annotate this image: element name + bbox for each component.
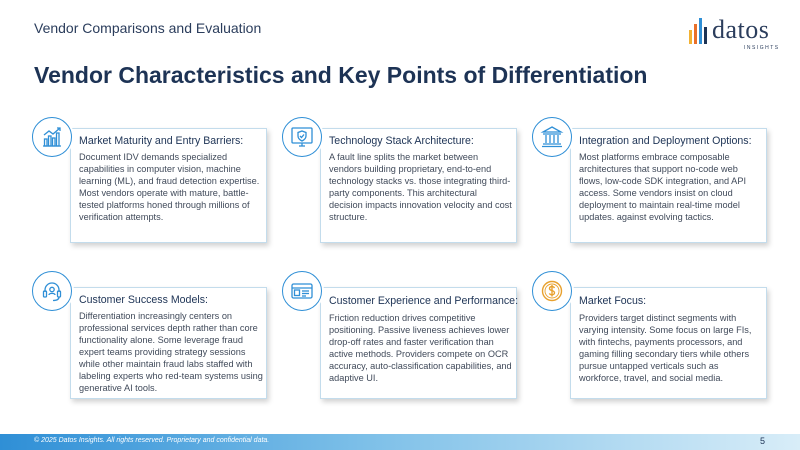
- bar-chart-icon: [32, 117, 72, 157]
- logo-bars-icon: [688, 16, 710, 46]
- page-number: 5: [760, 436, 766, 446]
- card-title: Customer Success Models:: [79, 294, 208, 306]
- card-title: Integration and Deployment Options:: [579, 135, 752, 147]
- card-market-focus: [570, 287, 767, 399]
- bank-icon: [532, 117, 572, 157]
- card-body: Differentiation increasingly centers on professional services depth rather than core functionality alone. Some leverage fraud expert teams providing strategy sessions while other maintain fraud labs staffed with labeling experts who red-team systems using generative AI tools.: [79, 311, 263, 393]
- page-title: Vendor Characteristics and Key Points of Differentiation: [34, 62, 648, 88]
- card-title: Customer Experience and Performance:: [329, 295, 519, 307]
- card-integration-deployment: [570, 128, 767, 243]
- headset-icon: [32, 271, 72, 311]
- logo-wordmark: datos: [712, 15, 770, 44]
- card-body: Friction reduction drives competitive positioning. Passive liveness achieves lower drop-off rates and faster verification than active methods. Providers compete on OCR accuracy, auto-classification capabilities, and adaptive UI.: [329, 313, 512, 383]
- datos-logo: [688, 12, 778, 52]
- section-label: Vendor Comparisons and Evaluation: [34, 20, 262, 36]
- footer-bar: [0, 434, 800, 450]
- card-customer-experience: [320, 287, 517, 399]
- copyright-text: © 2025 Datos Insights. All rights reserved. Proprietary and confidential data.: [34, 437, 270, 444]
- card-title: Market Maturity and Entry Barriers:: [79, 135, 244, 147]
- card-title: Technology Stack Architecture:: [329, 135, 474, 147]
- card-body: A fault line splits the market between vendors building proprietary, end-to-end technology stacks vs. those integrating third-party components. This architectural decision impacts innovation velocity and cost structure.: [329, 152, 512, 222]
- card-customer-success: [70, 287, 267, 399]
- card-technology-stack: [320, 128, 517, 243]
- logo-subtitle: INSIGHTS: [744, 45, 780, 51]
- card-title: Market Focus:: [579, 295, 647, 307]
- dollar-coin-icon: [532, 271, 572, 311]
- card-body: Providers target distinct segments with varying intensity. Some focus on large FIs, with fintechs, payments processors, and gaming filling secondary tiers while others pursue untapped verticals such as workforce, travel, and social media.: [579, 313, 752, 383]
- shield-icon: [282, 117, 322, 157]
- card-body: Most platforms embrace composable architectures that support no-code web flows, low-code SDK integration, and API access. Some vendors insist on cloud deployment to maintain real-time model updates. against evolving tactics.: [579, 152, 746, 222]
- card-market-maturity: [70, 128, 267, 243]
- id-card-icon: [282, 271, 322, 311]
- card-body: Document IDV demands specialized capabilities in computer vision, machine learning (ML), and fraud detection expertise. Most vendors operate with mature, battle-tested platforms honed through millions of verification attempts.: [79, 152, 260, 222]
